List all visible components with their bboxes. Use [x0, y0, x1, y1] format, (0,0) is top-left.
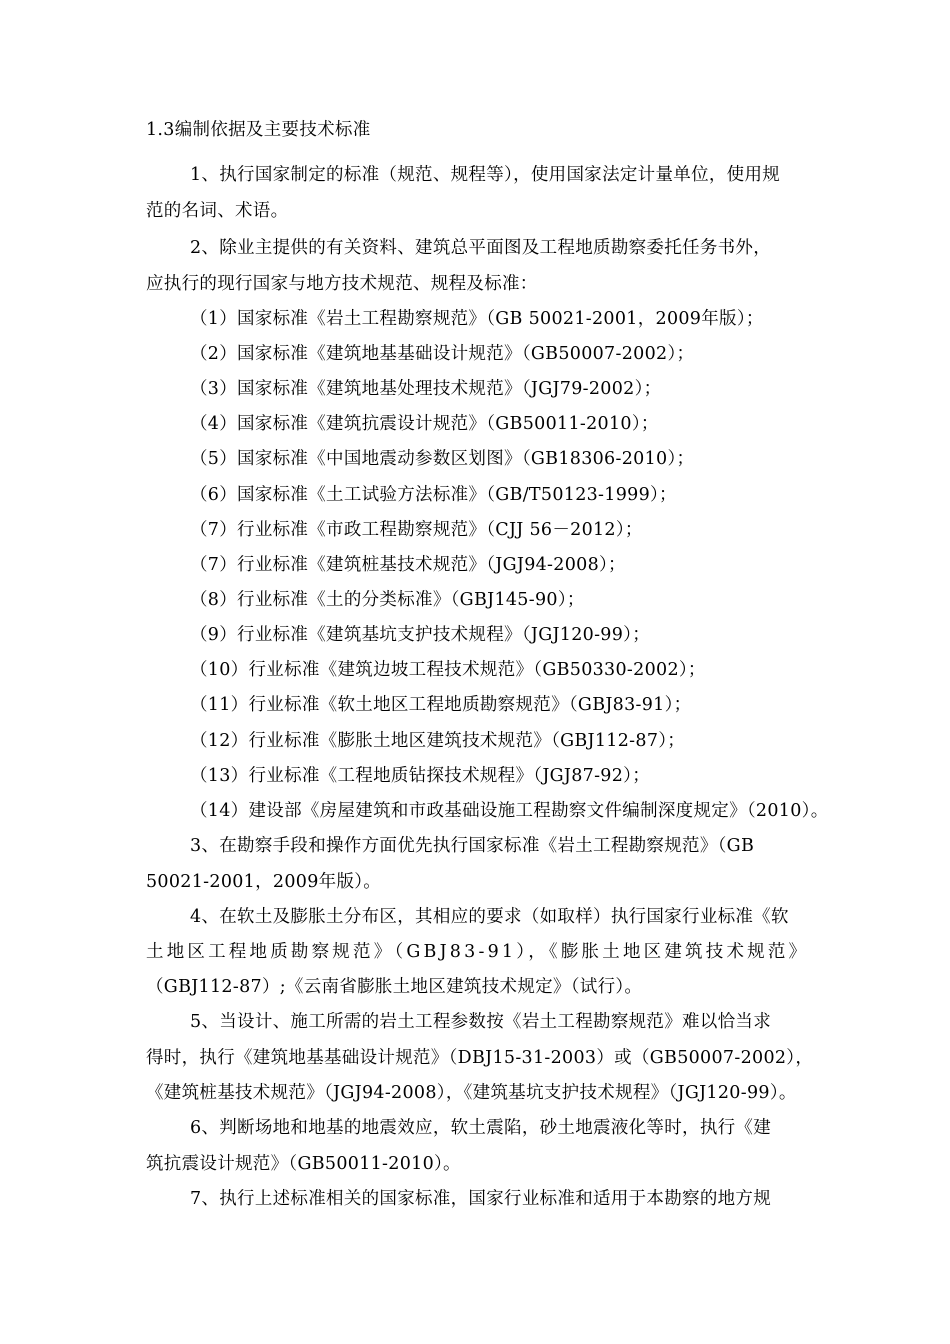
- paragraph-3-line-1: 3、在勘察手段和操作方面优先执行国家标准《岩土工程勘察规范》（GB: [190, 836, 755, 856]
- standard-item-10: （10）行业标准《建筑边坡工程技术规范》（GB50330-2002）；: [190, 660, 706, 680]
- paragraph-6-line-1: 6、判断场地和地基的地震效应，软土震陷，砂土地震液化等时，执行《建: [190, 1118, 772, 1138]
- standard-item-7a: （7）行业标准《市政工程勘察规范》（CJJ 56－2012）；: [190, 520, 643, 540]
- section-heading: 1.3编制依据及主要技术标准: [146, 120, 371, 140]
- standard-item-12: （12）行业标准《膨胀土地区建筑技术规范》（GBJ112-87）；: [190, 731, 686, 751]
- standard-item-5: （5）国家标准《中国地震动参数区划图》（GB18306-2010）；: [190, 449, 695, 469]
- paragraph-4-line-3: （GBJ112-87）;《云南省膨胀土地区建筑技术规定》（试行）。: [146, 977, 643, 997]
- standard-item-6: （6）国家标准《土工试验方法标准》（GB/T50123-1999）；: [190, 485, 677, 505]
- standard-item-2: （2）国家标准《建筑地基基础设计规范》（GB50007-2002）；: [190, 344, 695, 364]
- paragraph-2-line-2: 应执行的现行国家与地方技术规范、规程及标准：: [146, 274, 538, 294]
- paragraph-1-line-1: 1、执行国家制定的标准（规范、规程等），使用国家法定计量单位，使用规: [190, 165, 781, 185]
- standard-item-1: （1）国家标准《岩土工程勘察规范》（GB 50021-2001，2009年版）；: [190, 309, 764, 329]
- paragraph-5-line-3: 《建筑桩基技术规范》（JGJ94-2008），《建筑基坑支护技术规程》（JGJ120-99）。: [146, 1083, 797, 1103]
- standard-item-7b: （7）行业标准《建筑桩基技术规范》（JGJ94-2008）；: [190, 555, 626, 575]
- paragraph-3-line-2: 50021-2001，2009年版）。: [146, 872, 382, 892]
- standard-item-9: （9）行业标准《建筑基坑支护技术规程》（JGJ120-99）；: [190, 625, 651, 645]
- paragraph-4-line-2: 土地区工程地质勘察规范》（GBJ83-91），《膨胀土地区建筑技术规范》: [146, 942, 810, 962]
- paragraph-4-line-1: 4、在软土及膨胀土分布区，其相应的要求（如取样）执行国家行业标准《软: [190, 907, 789, 927]
- standard-item-13: （13）行业标准《工程地质钻探技术规程》（JGJ87-92）；: [190, 766, 651, 786]
- standard-item-14: （14）建设部《房屋建筑和市政基础设施工程勘察文件编制深度规定》（2010）。: [190, 801, 829, 821]
- paragraph-5-line-1: 5、当设计、施工所需的岩土工程参数按《岩土工程勘察规范》难以恰当求: [190, 1012, 772, 1032]
- paragraph-2-line-1: 2、除业主提供的有关资料、建筑总平面图及工程地质勘察委托任务书外，: [190, 238, 772, 258]
- paragraph-1-line-2: 范的名词、术语。: [146, 201, 289, 221]
- standard-item-3: （3）国家标准《建筑地基处理技术规范》（JGJ79-2002）；: [190, 379, 662, 399]
- standard-item-4: （4）国家标准《建筑抗震设计规范》（GB50011-2010）；: [190, 414, 659, 434]
- paragraph-7-line-1: 7、执行上述标准相关的国家标准，国家行业标准和适用于本勘察的地方规: [190, 1189, 772, 1209]
- paragraph-6-line-2: 筑抗震设计规范》（GB50011-2010）。: [146, 1154, 461, 1174]
- standard-item-8: （8）行业标准《土的分类标准》（GBJ145-90）；: [190, 590, 585, 610]
- paragraph-5-line-2: 得时，执行《建筑地基基础设计规范》（DBJ15-31-2003）或（GB50007-2002），: [146, 1048, 814, 1068]
- standard-item-11: （11）行业标准《软土地区工程地质勘察规范》（GBJ83-91）；: [190, 695, 692, 715]
